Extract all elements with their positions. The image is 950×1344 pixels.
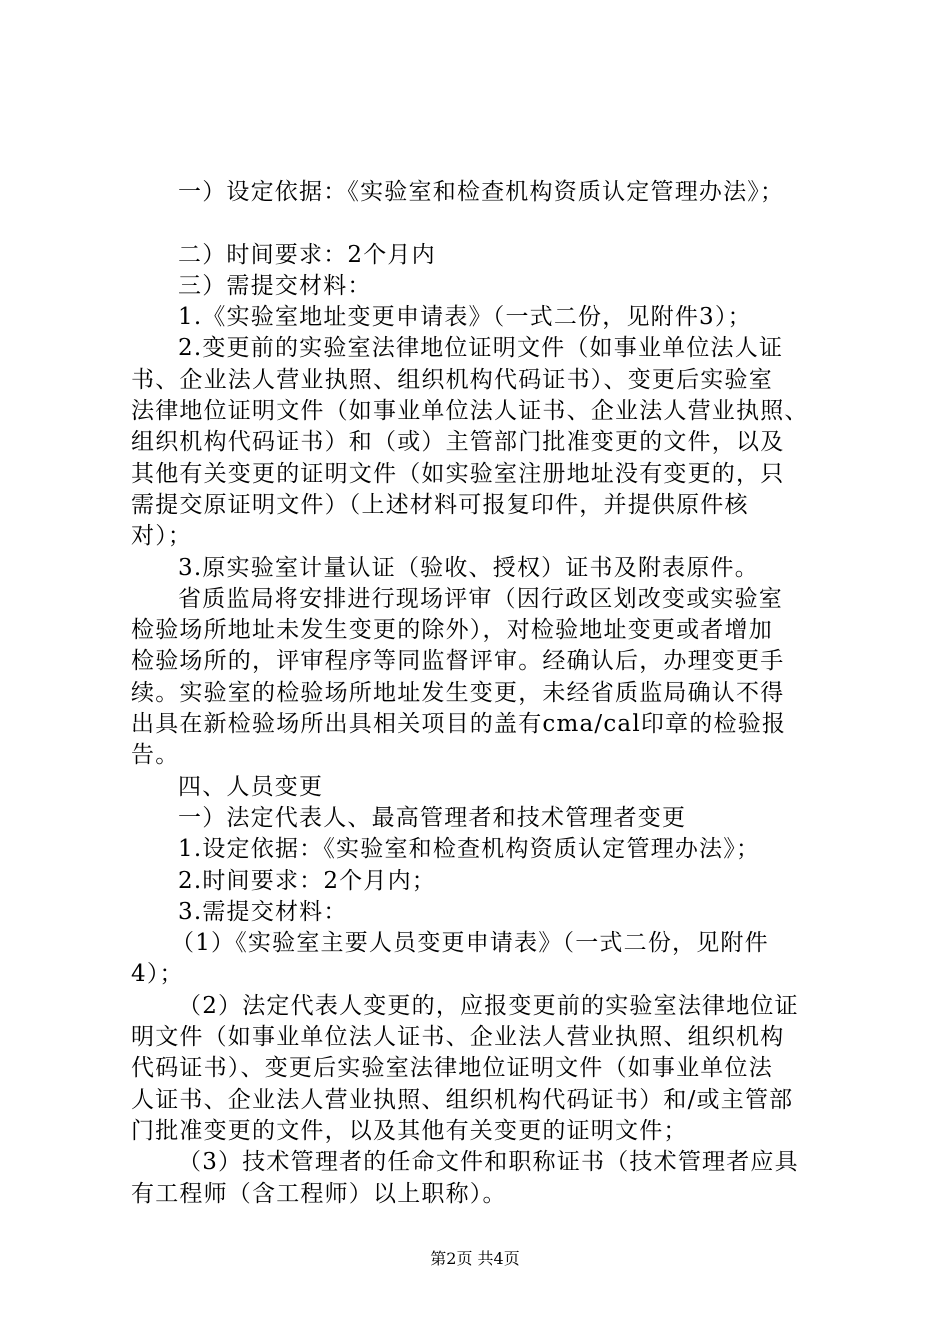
paragraph-line: （3）技术管理者的任命文件和职称证书（技术管理者应具: [178, 1149, 799, 1176]
paragraph-line: 2.变更前的实验室法律地位证明文件（如事业单位法人证: [178, 335, 784, 362]
document-body: [131, 177, 831, 1210]
blank-line: [131, 208, 831, 239]
paragraph-line: 3.需提交材料：: [178, 898, 348, 925]
paragraph-line: （1）《实验室主要人员变更申请表》（一式二份，见附件: [171, 930, 769, 957]
paragraph-line: 检验场所地址未发生变更的除外），对检验地址变更或者增加: [131, 617, 773, 644]
paragraph-line: 门批准变更的文件，以及其他有关变更的证明文件；: [131, 1117, 688, 1144]
paragraph-line: 代码证书）、变更后实验室法律地位证明文件（如事业单位法: [131, 1055, 773, 1082]
paragraph-line: 出具在新检验场所出具相关项目的盖有cma/cal印章的检验报: [131, 711, 787, 738]
paragraph-line: 书、企业法人营业执照、组织机构代码证书）、变更后实验室: [131, 366, 773, 393]
paragraph-line: 明文件（如事业单位法人证书、企业法人营业执照、组织机构: [131, 1024, 785, 1051]
paragraph-line: 需提交原证明文件）（上述材料可报复印件，并提供原件核: [131, 491, 749, 518]
paragraph-line: 告。: [131, 742, 180, 769]
paragraph-line: 省质监局将安排进行现场评审（因行政区划改变或实验室: [178, 585, 783, 612]
paragraph-line: 其他有关变更的证明文件（如实验室注册地址没有变更的，只: [131, 460, 785, 487]
paragraph-line: 3.原实验室计量认证（验收、授权）证书及附表原件。: [178, 554, 759, 581]
paragraph-line: 续。实验室的检验场所地址发生变更，未经省质监局确认不得: [131, 679, 785, 706]
section-heading: 四、人员变更: [178, 773, 324, 800]
paragraph-line: 法律地位证明文件（如事业单位法人证书、企业法人营业执照、: [131, 398, 809, 425]
paragraph-line: 组织机构代码证书）和（或）主管部门批准变更的文件，以及: [131, 429, 785, 456]
paragraph-line: 三）需提交材料：: [178, 272, 372, 299]
paragraph-line: 检验场所的，评审程序等同监督评审。经确认后，办理变更手: [131, 648, 785, 675]
paragraph-line: 二）时间要求：2个月内: [178, 241, 436, 268]
paragraph-line: 一）设定依据：《实验室和检查机构资质认定管理办法》；: [178, 179, 785, 205]
paragraph-line: 4）；: [131, 961, 184, 988]
paragraph-line: （2）法定代表人变更的，应报变更前的实验室法律地位证: [178, 992, 799, 1019]
paragraph-line: 1.《实验室地址变更申请表》（一式二份，见附件3）；: [178, 304, 752, 331]
paragraph-line: 一）法定代表人、最高管理者和技术管理者变更: [178, 804, 687, 831]
paragraph-line: 有工程师（含工程师）以上职称）。: [131, 1180, 507, 1207]
paragraph-line: 对）；: [131, 523, 193, 550]
paragraph-line: 1.设定依据：《实验室和检查机构资质认定管理办法》；: [178, 836, 761, 863]
paragraph-line: 2.时间要求：2个月内；: [178, 867, 436, 894]
paragraph-line: 人证书、企业法人营业执照、组织机构代码证书）和/或主管部: [131, 1086, 794, 1113]
page-number-footer: 第2页 共4页: [430, 1249, 520, 1268]
